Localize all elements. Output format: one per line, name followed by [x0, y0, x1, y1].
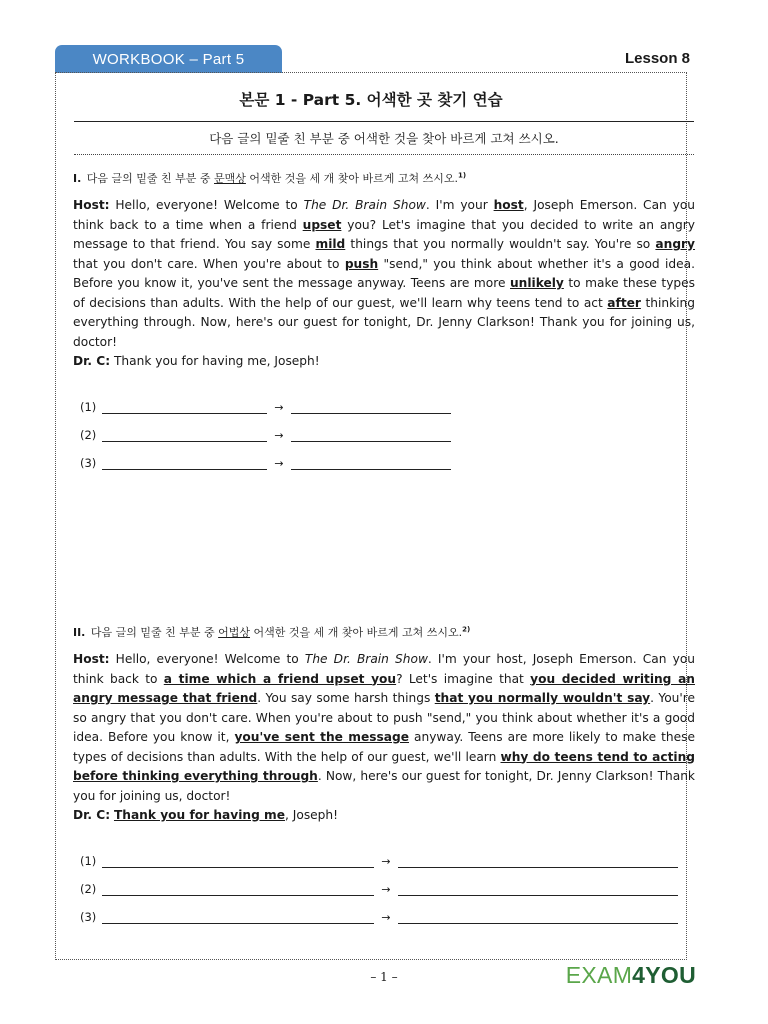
passage-text: Hello, everyone! Welcome to [109, 198, 304, 212]
underlined-phrase: unlikely [510, 276, 564, 290]
arrow-icon: → [274, 400, 284, 414]
wrong-answer-blank[interactable] [102, 882, 374, 896]
exam4you-logo [566, 962, 696, 989]
correction-blank[interactable] [291, 400, 451, 414]
arrow-icon: → [381, 910, 391, 924]
speaker-label: Dr. C: [73, 354, 111, 368]
passage-text: , Joseph! [285, 808, 339, 822]
answer-number: (3) [80, 455, 97, 470]
question-1-footnote: 1) [458, 171, 467, 180]
underlined-phrase: Thank you for having me [113, 808, 286, 822]
passage-text: thinking everything through. Now, here's our guest for tonight, Dr. Jenny Clarkson! Thank you for joining us, doctor! [73, 295, 695, 349]
question-2-passage [73, 650, 695, 826]
workbook-tab: WORKBOOK – Part 5 [55, 45, 282, 73]
logo-text-exam: EXAM [565, 962, 633, 988]
passage-text: , Joseph Emerson. Can you think back to a time when a friend [73, 198, 696, 232]
underlined-phrase: that you normally wouldn't say [434, 691, 651, 705]
passage-text: things that you normally wouldn't say. You're so [345, 237, 656, 251]
instruction-rule [74, 154, 694, 155]
correction-blank[interactable] [291, 428, 451, 442]
answer-row [73, 386, 695, 414]
answer-number: (3) [80, 909, 97, 924]
underlined-phrase: mild [315, 237, 346, 251]
question-1-title [73, 170, 695, 186]
page-number: – 1 – [370, 970, 398, 984]
question-2-title [73, 624, 695, 640]
title-rule [74, 121, 694, 122]
underlined-phrase: host [493, 198, 524, 212]
speaker-label: Dr. C: [73, 808, 111, 822]
arrow-icon: → [381, 854, 391, 868]
answer-number: (2) [80, 427, 97, 442]
speaker-label: Host: [73, 198, 110, 212]
passage-text: that you don't care. When you're about to [73, 256, 345, 271]
question-1 [73, 170, 695, 470]
passage-text: . You're so angry that you don't care. When you're about to push "send," you think about whether it's a good idea. Before you know it, [73, 691, 695, 744]
question-2-footnote: 2) [462, 625, 471, 634]
passage-text: . You say some harsh things [257, 691, 435, 705]
underlined-phrase: angry [655, 237, 696, 251]
answer-number: (2) [80, 881, 97, 896]
page-title: 본문 1 - Part 5. 어색한 곳 찾기 연습 [239, 91, 503, 109]
passage-text: . I'm your host, Joseph Emerson. Can you think back to [73, 652, 695, 686]
arrow-icon: → [274, 456, 284, 470]
question-1-number: I. [73, 172, 82, 185]
speaker-label: Host: [73, 652, 110, 666]
question-2-prefix: 다음 글의 밑줄 친 부분 중 [90, 626, 215, 639]
correction-blank[interactable] [398, 910, 678, 924]
question-2-keyword: 어법상 [218, 626, 251, 639]
passage-text: Hello, everyone! Welcome to [109, 652, 305, 666]
question-1-prefix: 다음 글의 밑줄 친 부분 중 [86, 172, 211, 185]
answer-number: (1) [80, 853, 97, 868]
underlined-phrase: you decided writing an angry message that friend [73, 671, 695, 705]
passage-text: "send," you think about whether it's a good idea. Before you know it, you've sent the message anyway. Teens are more [73, 256, 695, 290]
question-1-answers [73, 386, 695, 470]
question-2-answers [73, 840, 695, 924]
question-1-keyword: 문맥상 [214, 172, 246, 185]
answer-row [73, 414, 695, 442]
answer-number: (1) [80, 399, 97, 414]
passage-text: . I'm your [425, 198, 494, 212]
wrong-answer-blank[interactable] [102, 910, 374, 924]
underlined-phrase: you've sent the message [234, 730, 409, 744]
passage-text: Thank you for having me, Joseph! [110, 354, 320, 368]
logo-text-4you: 4YOU [632, 962, 696, 988]
show-title: The Dr. Brain Show [304, 652, 428, 666]
correction-blank[interactable] [398, 882, 678, 896]
wrong-answer-blank[interactable] [102, 854, 374, 868]
wrong-answer-blank[interactable] [102, 428, 267, 442]
underlined-phrase: after [607, 295, 641, 310]
arrow-icon: → [381, 882, 391, 896]
underlined-phrase: a time which a friend upset you [163, 671, 397, 686]
passage-text: you? Let's imagine that you decided to write an angry message to that friend. You say some [73, 217, 695, 251]
answer-row [73, 442, 695, 470]
wrong-answer-blank[interactable] [102, 400, 267, 414]
underlined-phrase: before thinking everything through [73, 769, 318, 783]
answer-row [73, 840, 695, 868]
answer-row [73, 868, 695, 896]
underlined-phrase: push [344, 256, 379, 271]
underlined-phrase: why do teens tend to acting [500, 749, 695, 764]
lesson-label: Lesson 8 [624, 50, 690, 67]
underlined-phrase: upset [302, 217, 342, 232]
passage-text: anyway. Teens are more likely to make these types of decisions than adults. With the help of our guest, we'll learn [73, 730, 695, 764]
arrow-icon: → [274, 428, 284, 442]
wrong-answer-blank[interactable] [102, 456, 267, 470]
answer-row [73, 896, 695, 924]
instruction: 다음 글의 밑줄 친 부분 중 어색한 것을 찾아 바르게 고쳐 쓰시오. [209, 131, 559, 146]
question-1-passage [73, 196, 695, 372]
question-2-number: II. [73, 626, 86, 639]
correction-blank[interactable] [291, 456, 451, 470]
passage-text: ? Let's imagine that [396, 671, 531, 686]
show-title: The Dr. Brain Show [303, 198, 426, 212]
question-2-suffix: 어색한 것을 세 개 찾아 바르게 고쳐 쓰시오. [253, 626, 463, 639]
question-1-suffix: 어색한 것을 세 개 찾아 바르게 고쳐 쓰시오. [249, 172, 459, 185]
passage-text: to make these types of decisions than adults. With the help of our guest, we'll learn why teens tend to act [73, 276, 695, 310]
question-2 [73, 624, 695, 924]
passage-text: . Now, here's our guest for tonight, Dr. Jenny Clarkson! Thank you for joining us, doctor! [73, 769, 695, 803]
correction-blank[interactable] [398, 854, 678, 868]
